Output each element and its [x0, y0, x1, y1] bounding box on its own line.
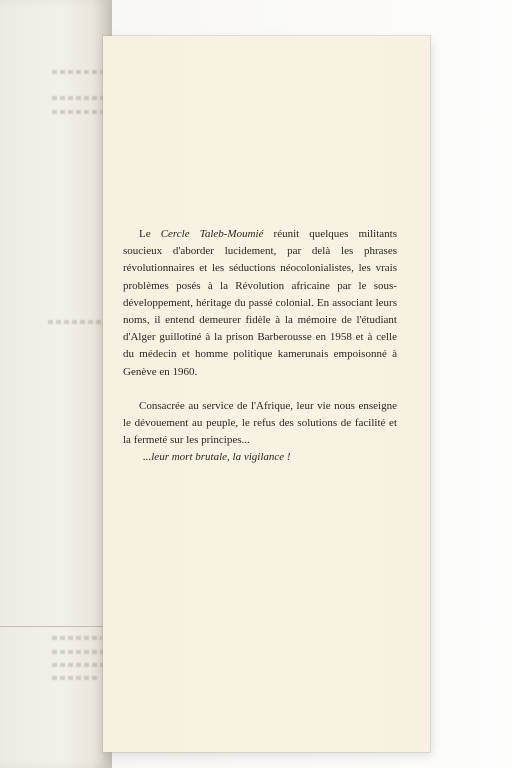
body-text [123, 226, 397, 484]
paragraph-1-rest: réunit quelques militants soucieux d'aborder lucidement, par delà les phrases révolutionnaires et les séductions néocolonialistes, les vrais problèmes posés à la Révolution africaine par le sous-développement, héritage du passé colonial. En associant leurs noms, il entend demeurer fidèle à la mémoire de l'étudiant d'Alger guillotiné à la prison Barberousse en 1958 et à celle du médecin et homme politique kamerunais empoisonné à Genève en 1960. [123, 228, 397, 378]
circle-name: Cercle Taleb-Moumié [160, 228, 264, 240]
paragraph-2: Consacrée au service de l'Afrique, leur vie nous enseigne le dévouement au peuple, le refus des solutions de facilité et la fermeté sur les principes... [123, 399, 397, 447]
closing-line: ...leur mort brutale, la vigilance ! [143, 451, 291, 464]
paragraph-1-start: Le [139, 228, 161, 240]
paragraph-1 [123, 226, 397, 381]
leaflet-page [103, 36, 430, 752]
